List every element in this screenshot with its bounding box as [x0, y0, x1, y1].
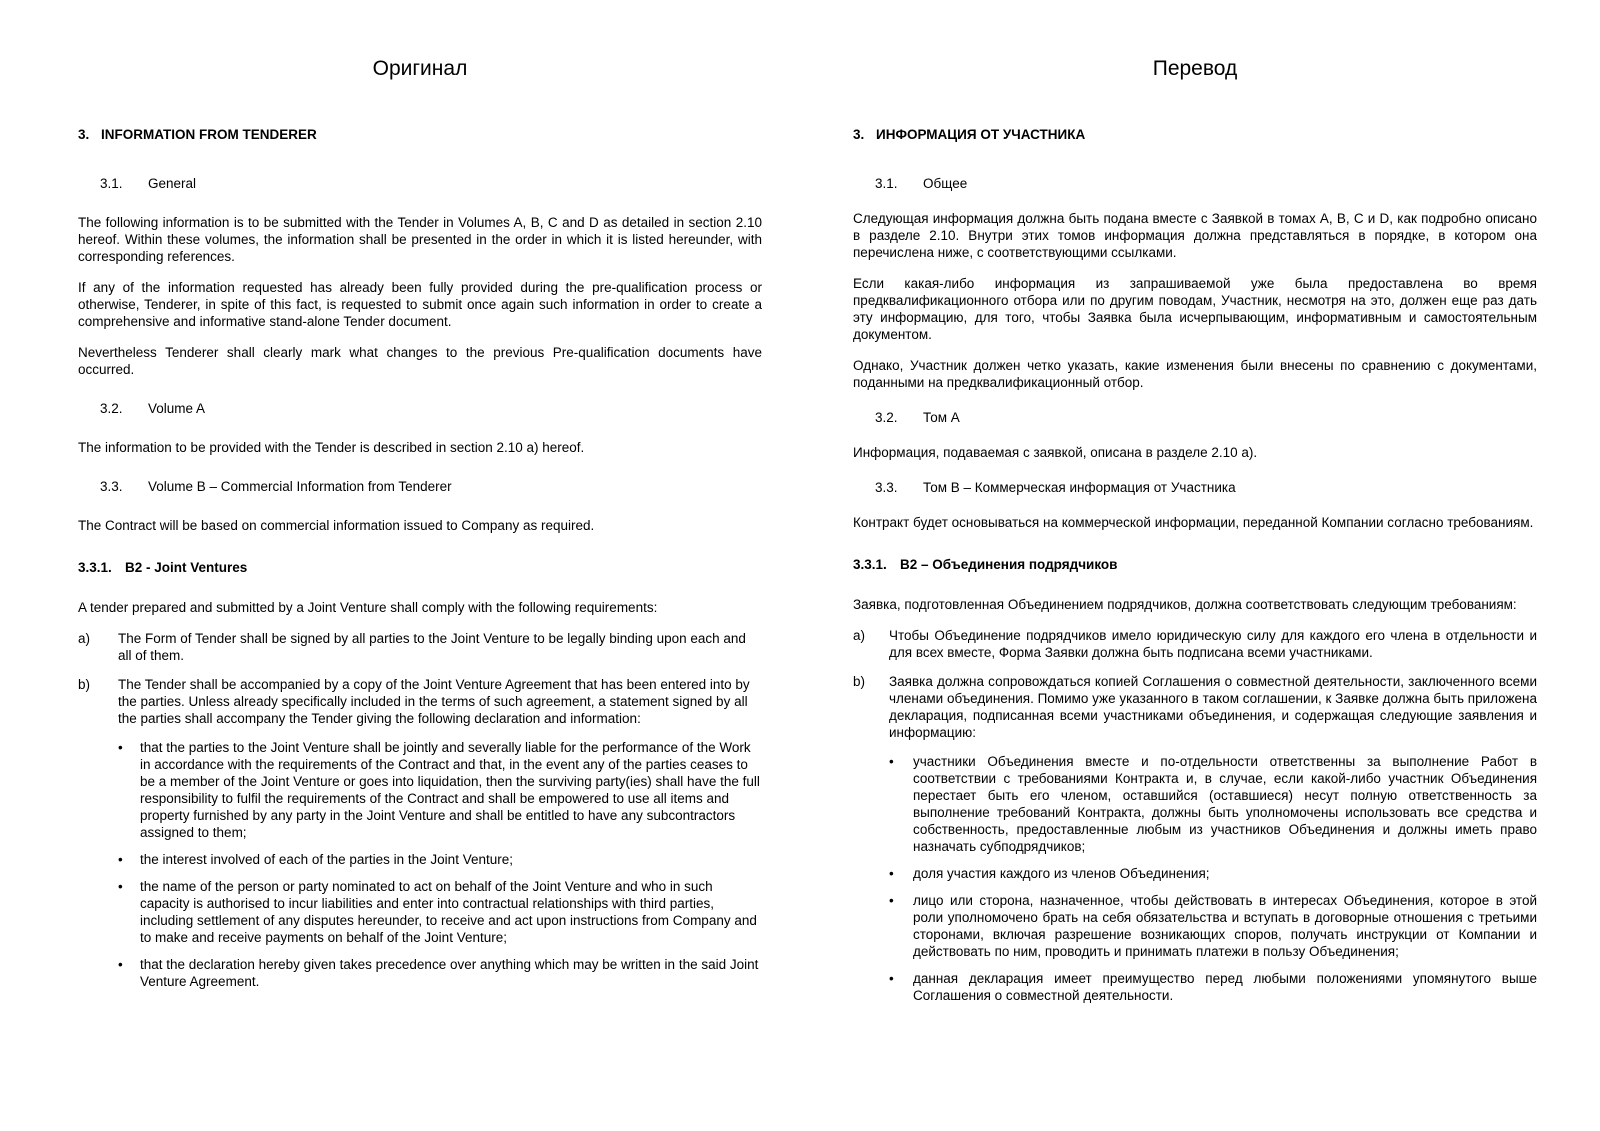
bullet-list-item [118, 851, 762, 868]
block-text: доля участия каждого из членов Объединения; [913, 866, 1210, 881]
bullet-icon: • [118, 879, 123, 894]
bullet-list-item [889, 753, 1537, 855]
block-text: the name of the person or party nominated to act on behalf of the Joint Venture and who in such capacity is authorised to incur liabilities and enter into contractual relationships with third parties, including settlement of any disputes hereunder, to receive and act upon instructions from Company and to make and receive payments on behalf of the Joint Venture; [140, 879, 757, 945]
section-number: 3.3. [100, 479, 123, 494]
bullet-list-item [118, 878, 762, 946]
paragraph: Заявка, подготовленная Объединением подрядчиков, должна соответствовать следующим требованиям: [853, 597, 1517, 612]
subsection-heading [100, 175, 762, 192]
list-letter: a) [78, 631, 91, 646]
block-text: the interest involved of each of the parties in the Joint Venture; [140, 852, 513, 867]
bullet-list-item [118, 956, 762, 990]
list-letter: b) [78, 677, 91, 692]
bullet-icon: • [889, 754, 894, 769]
section-number: 3.1. [100, 176, 123, 191]
section-number: 3.3.1. [78, 560, 112, 575]
block-text: that the declaration hereby given takes precedence over anything which may be written in the said Joint Venture Agreement. [140, 957, 759, 989]
paragraph: Однако, Участник должен четко указать, какие изменения были внесены по сравнению с документами, поданными на предквалификационный отбор. [853, 358, 1537, 390]
paragraph: Если какая-либо информация из запрашиваемой уже была предоставлена во время предквалификационного отбора или по другим поводам, Участник, несмотря на это, должен еще раз дать эту информацию, для того, чтобы Заявка была исчерпывающим, информативным и самостоятельным документом. [853, 276, 1537, 342]
block-text: Том B – Коммерческая информация от Участника [923, 480, 1236, 495]
block-text: Volume A [148, 401, 206, 416]
block-text: B2 – Объединения подрядчиков [900, 557, 1118, 572]
subsection-heading [875, 175, 1537, 192]
block-text: B2 - Joint Ventures [125, 560, 248, 575]
section-heading [78, 126, 762, 143]
block-text: INFORMATION FROM TENDERER [101, 127, 317, 142]
original-column [78, 56, 762, 1014]
section-heading [853, 126, 1537, 143]
bullet-list-item [118, 739, 762, 841]
original-column-blocks [78, 126, 762, 990]
subsection-heading [100, 478, 762, 495]
bullet-icon: • [889, 893, 894, 908]
bullet-list-item [889, 892, 1537, 960]
section-number: 3. [78, 127, 90, 142]
paragraph: If any of the information requested has already been fully provided during the pre-qualification process or otherwise, Tenderer, in spite of this fact, is requested to submit once again such information in order to create a comprehensive and informative stand-alone Tender document. [78, 280, 762, 329]
paragraph: Nevertheless Tenderer shall clearly mark what changes to the previous Pre-qualification documents have occurred. [78, 345, 762, 377]
subsubsection-heading [78, 559, 762, 576]
bullet-list-item [889, 970, 1537, 1004]
block-text: General [148, 176, 197, 191]
lettered-list-item [853, 673, 1537, 741]
list-letter: b) [853, 674, 866, 689]
lettered-list-item [78, 676, 762, 727]
subsection-heading [875, 409, 1537, 426]
block-text: участники Объединения вместе и по-отдельности ответственны за выполнение Работ в соответствии с требованиями Контракта и, в случае, если какой-либо участник Объединения перестает быть его членом, оставшийся (оставшиеся) несут полную ответственность за выполнение требований Контракта, должны быть уполномочены использовать все средства и собственность, предоставленные любым из участников Объединения и должны иметь право назначать субподрядчиков; [913, 754, 1537, 854]
subsection-heading [100, 400, 762, 417]
lettered-list-item [853, 627, 1537, 661]
paragraph: The information to be provided with the Tender is described in section 2.10 a) hereof. [78, 440, 585, 455]
paragraph: Информация, подаваемая с заявкой, описана в разделе 2.10 а). [853, 445, 1258, 460]
block-text: that the parties to the Joint Venture shall be jointly and severally liable for the performance of the Work in accordance with the requirements of the Contract and that, in the event any of the parties ceases to be a member of the Joint Venture or goes into liquidation, then the surviving party(ies) shall have the full responsibility to fulfil the requirements of the Contract and shall be empowered to use all items and property furnished by any party in the Joint Venture and shall be entitled to have any subcontractors assigned to them; [140, 740, 760, 840]
subsection-heading [875, 479, 1537, 496]
bullet-icon: • [118, 740, 123, 755]
original-column-title: Оригинал [372, 57, 468, 80]
paragraph: Контракт будет основываться на коммерческой информации, переданной Компании согласно требованиям. [853, 515, 1534, 530]
section-number: 3.1. [875, 176, 898, 191]
paragraph: The following information is to be submitted with the Tender in Volumes A, B, C and D as detailed in section 2.10 hereof. Within these volumes, the information shall be presented in the order in which it is listed hereunder, with corresponding references. [78, 215, 762, 264]
block-text: Общее [923, 176, 968, 191]
translation-column [853, 56, 1537, 1014]
block-text: ИНФОРМАЦИЯ ОТ УЧАСТНИКА [876, 127, 1086, 142]
list-letter: a) [853, 628, 866, 643]
bullet-icon: • [118, 852, 123, 867]
block-text: Чтобы Объединение подрядчиков имело юридическую силу для каждого его члена в отдельности и для всех вместе, Форма Заявки должна быть подписана всеми участниками. [889, 628, 1537, 660]
block-text: The Form of Tender shall be signed by all parties to the Joint Venture to be legally binding upon each and all of them. [118, 631, 746, 663]
lettered-list-item [78, 630, 762, 664]
bullet-icon: • [889, 971, 894, 986]
section-number: 3. [853, 127, 865, 142]
paragraph: A tender prepared and submitted by a Joint Venture shall comply with the following requirements: [78, 600, 658, 615]
block-text: Том A [923, 410, 960, 425]
paragraph: The Contract will be based on commercial information issued to Company as required. [78, 518, 595, 533]
paragraph: Следующая информация должна быть подана вместе с Заявкой в томах A, B, C и D, как подробно описано в разделе 2.10. Внутри этих томов информация должна представляться в порядке, в котором она перечислена ниже, с соответствующими ссылками. [853, 211, 1537, 260]
bullet-list-item [889, 865, 1537, 882]
section-number: 3.2. [100, 401, 123, 416]
block-text: The Tender shall be accompanied by a copy of the Joint Venture Agreement that has been entered into by the parties. Unless already specifically included in the terms of such agreement, a statement signed by all the parties shall accompany the Tender giving the following declaration and information: [118, 677, 750, 726]
bullet-icon: • [889, 866, 894, 881]
translation-column-blocks [853, 126, 1537, 1004]
section-number: 3.3.1. [853, 557, 887, 572]
section-number: 3.3. [875, 480, 898, 495]
section-number: 3.2. [875, 410, 898, 425]
block-text: Заявка должна сопровождаться копией Соглашения о совместной деятельности, заключенного всеми членами объединения. Помимо уже указанного в таком соглашении, к Заявке должна быть приложена декларация, подписанная всеми участниками объединения, и содержащая следующие заявления и информацию: [889, 674, 1537, 740]
block-text: Volume B – Commercial Information from Tenderer [148, 479, 452, 494]
block-text: лицо или сторона, назначенное, чтобы действовать в интересах Объединения, которое в этой роли уполномочено брать на себя обязательства и вступать в договорные отношения с третьими сторонами, включая разрешение возникающих споров, получать инструкции от Компании и действовать по ним, проводить и принимать платежи в пользу Объединения; [913, 893, 1537, 959]
subsubsection-heading [853, 556, 1537, 573]
bullet-icon: • [118, 957, 123, 972]
translation-column-title: Перевод [1152, 57, 1238, 80]
block-text: данная декларация имеет преимущество перед любыми положениями упомянутого выше Соглашения о совместной деятельности. [913, 971, 1537, 1003]
